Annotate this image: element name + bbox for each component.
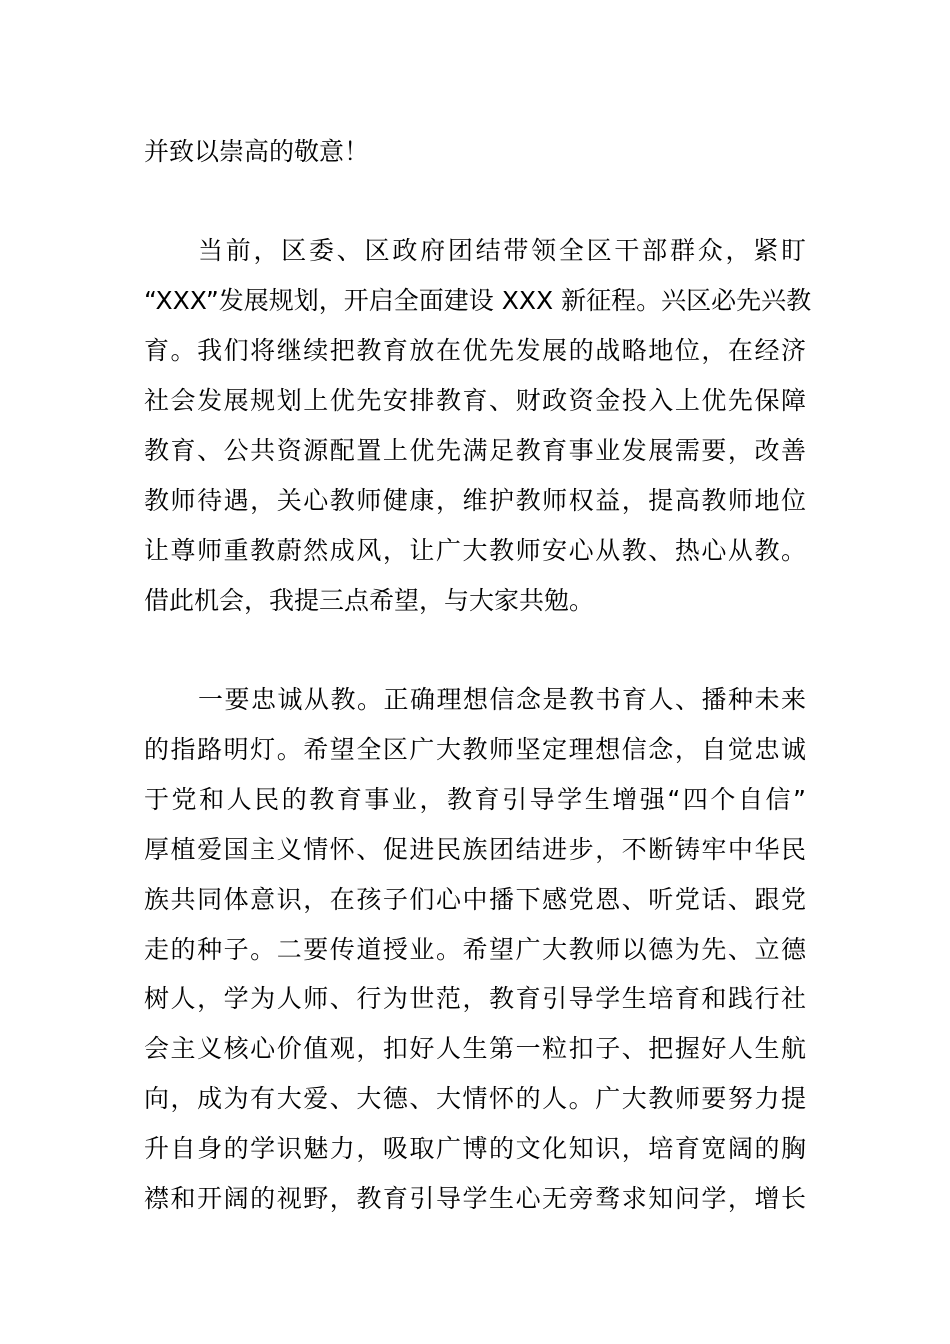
text-line-11: 的指路明灯。希望全区广大教师坚定理想信念，自觉忠诚 xyxy=(144,735,806,764)
text-line-19: 升自身的学识魅力，吸取广博的文化知识，培育宽阔的胸 xyxy=(144,1134,806,1163)
text-line-9: 借此机会，我提三点希望，与大家共勉。 xyxy=(144,586,595,615)
text-line-2: 当前，区委、区政府团结带领全区干部群众，紧盯 xyxy=(198,236,806,265)
text-line-8: 让尊师重教蔚然成风，让广大教师安心从教、热心从教。 xyxy=(144,536,806,565)
text-line-13: 厚植爱国主义情怀、促进民族团结进步，不断铸牢中华民 xyxy=(144,835,806,864)
text-line-12: 于党和人民的教育事业，教育引导学生增强“四个自信” xyxy=(144,785,806,814)
text-line-18: 向，成为有大爱、大德、大情怀的人。广大教师要努力提 xyxy=(144,1084,806,1113)
text-line-1: 并致以崇高的敬意！ xyxy=(144,137,370,166)
text-line-15: 走的种子。二要传道授业。希望广大教师以德为先、立德 xyxy=(144,935,806,964)
text-line-10: 一要忠诚从教。正确理想信念是教书育人、播种未来 xyxy=(198,685,806,714)
text-line-7: 教师待遇，关心教师健康，维护教师权益，提高教师地位 xyxy=(144,486,806,515)
text-line-3: “XXX”发展规划，开启全面建设 XXX 新征程。兴区必先兴教 xyxy=(144,286,812,315)
text-line-17: 会主义核心价值观，扣好人生第一粒扣子、把握好人生航 xyxy=(144,1034,806,1063)
text-line-6: 教育、公共资源配置上优先满足教育事业发展需要，改善 xyxy=(144,436,806,465)
text-line-4: 育。我们将继续把教育放在优先发展的战略地位，在经济 xyxy=(144,336,806,365)
text-line-5: 社会发展规划上优先安排教育、财政资金投入上优先保障 xyxy=(144,386,806,415)
text-line-16: 树人，学为人师、行为世范，教育引导学生培育和践行社 xyxy=(144,984,806,1013)
text-line-20: 襟和开阔的视野，教育引导学生心无旁骛求知问学，增长 xyxy=(144,1184,806,1213)
text-line-14: 族共同体意识，在孩子们心中播下感党恩、听党话、跟党 xyxy=(144,885,806,914)
